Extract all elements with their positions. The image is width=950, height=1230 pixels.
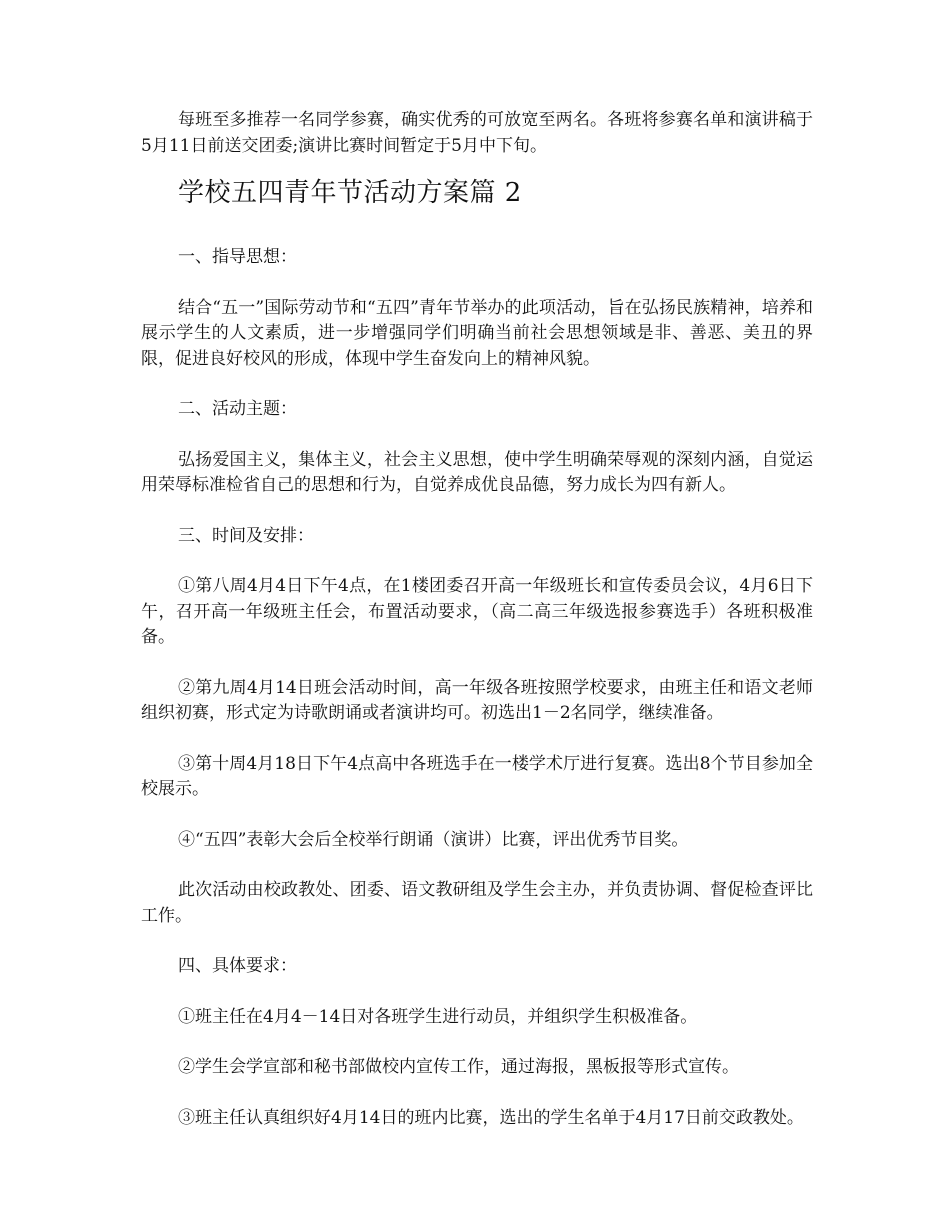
intro-paragraph: 每班至多推荐一名同学参赛，确实优秀的可放宽至两名。各班将参赛名单和演讲稿于5月11日前送交团委;演讲比赛时间暂定于5月中下旬。 [141, 110, 813, 156]
heading-activity-theme: 二、活动主题： [178, 399, 297, 419]
heading-requirements: 四、具体要求： [178, 956, 297, 976]
paragraph-requirement-1: ①班主任在4月4－14日对各班学生进行动员，并组织学生积极准备。 [178, 1006, 698, 1027]
paragraph-requirement-2: ②学生会学宣部和秘书部做校内宣传工作，通过海报，黑板报等形式宣传。 [178, 1057, 739, 1077]
paragraph-requirement-3: ③班主任认真组织好4月14日的班内比赛，选出的学生名单于4月17日前交政教处。 [178, 1107, 804, 1128]
paragraph-activity-theme: 弘扬爱国主义，集体主义，社会主义思想，使中学生明确荣辱观的深刻内涵，自觉运用荣辱标准检省自己的思想和行为，自觉养成优良品德，努力成长为四有新人。 [141, 449, 813, 495]
section-title: 学校五四青年节活动方案篇 2 [178, 178, 522, 208]
paragraph-guiding-ideology: 结合“五一”国际劳动节和“五四”青年节举办的此项活动，旨在弘扬民族精神，培养和展示学生的人文素质，进一步增强同学们明确当前社会思想领域是非、善恶、美丑的界限，促进良好校风的形成，体现中学生奋发向上的精神风貌。 [141, 297, 813, 369]
heading-schedule: 三、时间及安排： [178, 525, 314, 546]
paragraph-schedule-item-4: ④“五四”表彰大会后全校举行朗诵（演讲）比赛，评出优秀节目奖。 [178, 829, 689, 850]
document-page [141, 108, 813, 1131]
paragraph-schedule-item-3: ③第十周4月18日下午4点高中各班选手在一楼学术厅进行复赛。选出8个节目参加全校展示。 [141, 753, 813, 799]
paragraph-schedule-item-1: ①第八周4月4日下午4点，在1楼团委召开高一年级班长和宣传委员会议，4月6日下午，召开高一年级班主任会，布置活动要求，（高二高三年级选报参赛选手）各班积极准备。 [141, 576, 813, 647]
heading-guiding-ideology: 一、指导思想： [178, 247, 297, 267]
paragraph-organizers: 此次活动由校政教处、团委、语文教研组及学生会主办，并负责协调、督促检查评比工作。 [141, 880, 813, 926]
paragraph-schedule-item-2: ②第九周4月14日班会活动时间，高一年级各班按照学校要求，由班主任和语文老师组织初赛，形式定为诗歌朗诵或者演讲均可。初选出1－2名同学，继续准备。 [141, 677, 813, 723]
